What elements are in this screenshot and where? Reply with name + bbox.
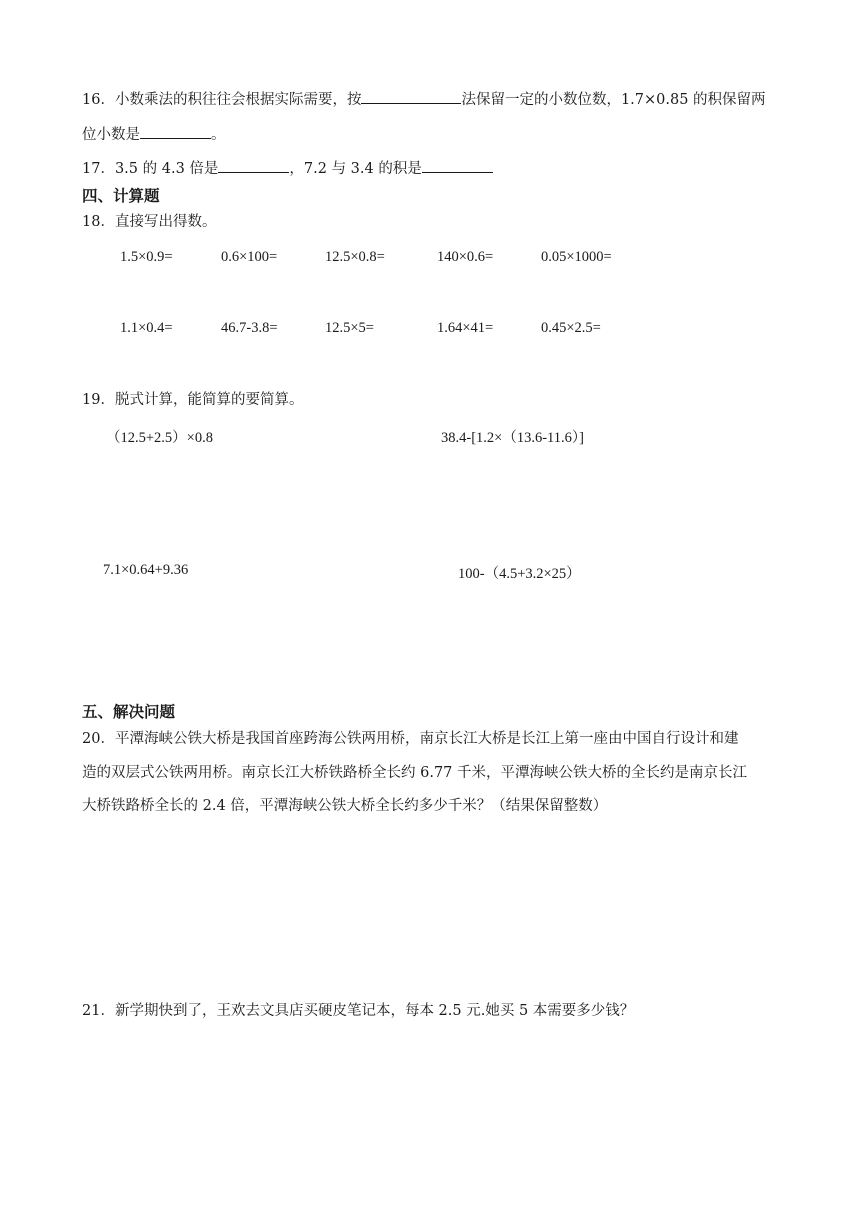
oral-calc-item: 0.6×100= [221,249,278,265]
question-number: 16． [82,92,115,108]
step-calc-item: 7.1×0.64+9.36 [103,562,189,578]
question-number: 18． [82,214,115,230]
question-number: 20． [82,731,115,747]
section-heading-5: 五、解决问题 [82,703,176,721]
oral-calc-item: 140×0.6= [437,249,494,265]
answer-blank[interactable] [361,89,461,104]
oral-calc-item: 0.05×1000= [541,249,612,265]
oral-calc-item: 12.5×0.8= [325,249,385,265]
answer-blank[interactable] [140,124,211,139]
question-text: 位小数是 [82,127,140,143]
question-text: 平潭海峡公铁大桥是我国首座跨海公铁两用桥，南京长江大桥是长江上第一座由中国自行设计和建 [114,731,739,747]
question-20-line1 [82,729,738,749]
oral-calc-item: 1.64×41= [437,320,494,336]
question-text: 法保留一定的小数位数，1.7×0.85 的积保留两 [461,92,766,108]
question-number: 17． [82,161,115,177]
question-text: 小数乘法的积往往会根据实际需要，按 [114,92,362,108]
step-calc-item: （12.5+2.5）×0.8 [106,430,213,446]
answer-blank[interactable] [422,158,493,173]
question-text: ，7.2 与 3.4 的积是 [289,161,422,177]
step-calc-item: 38.4-[1.2×（13.6-11.6）] [441,430,584,446]
question-number: 19． [82,392,115,408]
answer-blank[interactable] [218,158,289,173]
oral-calc-item: 46.7-3.8= [221,320,278,336]
question-16-line2 [82,124,226,145]
question-text: 。 [211,127,226,143]
oral-calc-item: 1.5×0.9= [120,249,173,265]
oral-calc-item: 1.1×0.4= [120,320,173,336]
question-20-line3: 大桥铁路桥全长的 2.4 倍，平潭海峡公铁大桥全长约多少千米？（结果保留整数） [82,798,608,814]
question-text: 脱式计算，能简算的要简算。 [114,392,304,408]
question-text: 新学期快到了，王欢去文具店买硬皮笔记本，每本 2.5 元.她买 5 本需要多少钱？ [114,1003,635,1019]
question-16-line1 [82,89,766,110]
question-20-line2: 造的双层式公铁两用桥。南京长江大桥铁路桥全长约 6.77 千米，平潭海峡公铁大桥的全长约是南京长江 [82,765,747,781]
step-calc-item: 100-（4.5+3.2×25） [458,566,581,582]
question-text: 3.5 的 4.3 倍是 [114,161,219,177]
question-18 [82,212,216,232]
question-number: 21． [82,1003,115,1019]
question-text: 直接写出得数。 [114,214,217,230]
question-17 [82,158,493,179]
question-19 [82,390,303,410]
question-21 [82,1001,634,1021]
oral-calc-item: 0.45×2.5= [541,320,601,336]
section-heading-4: 四、计算题 [82,187,160,205]
oral-calc-item: 12.5×5= [325,320,374,336]
